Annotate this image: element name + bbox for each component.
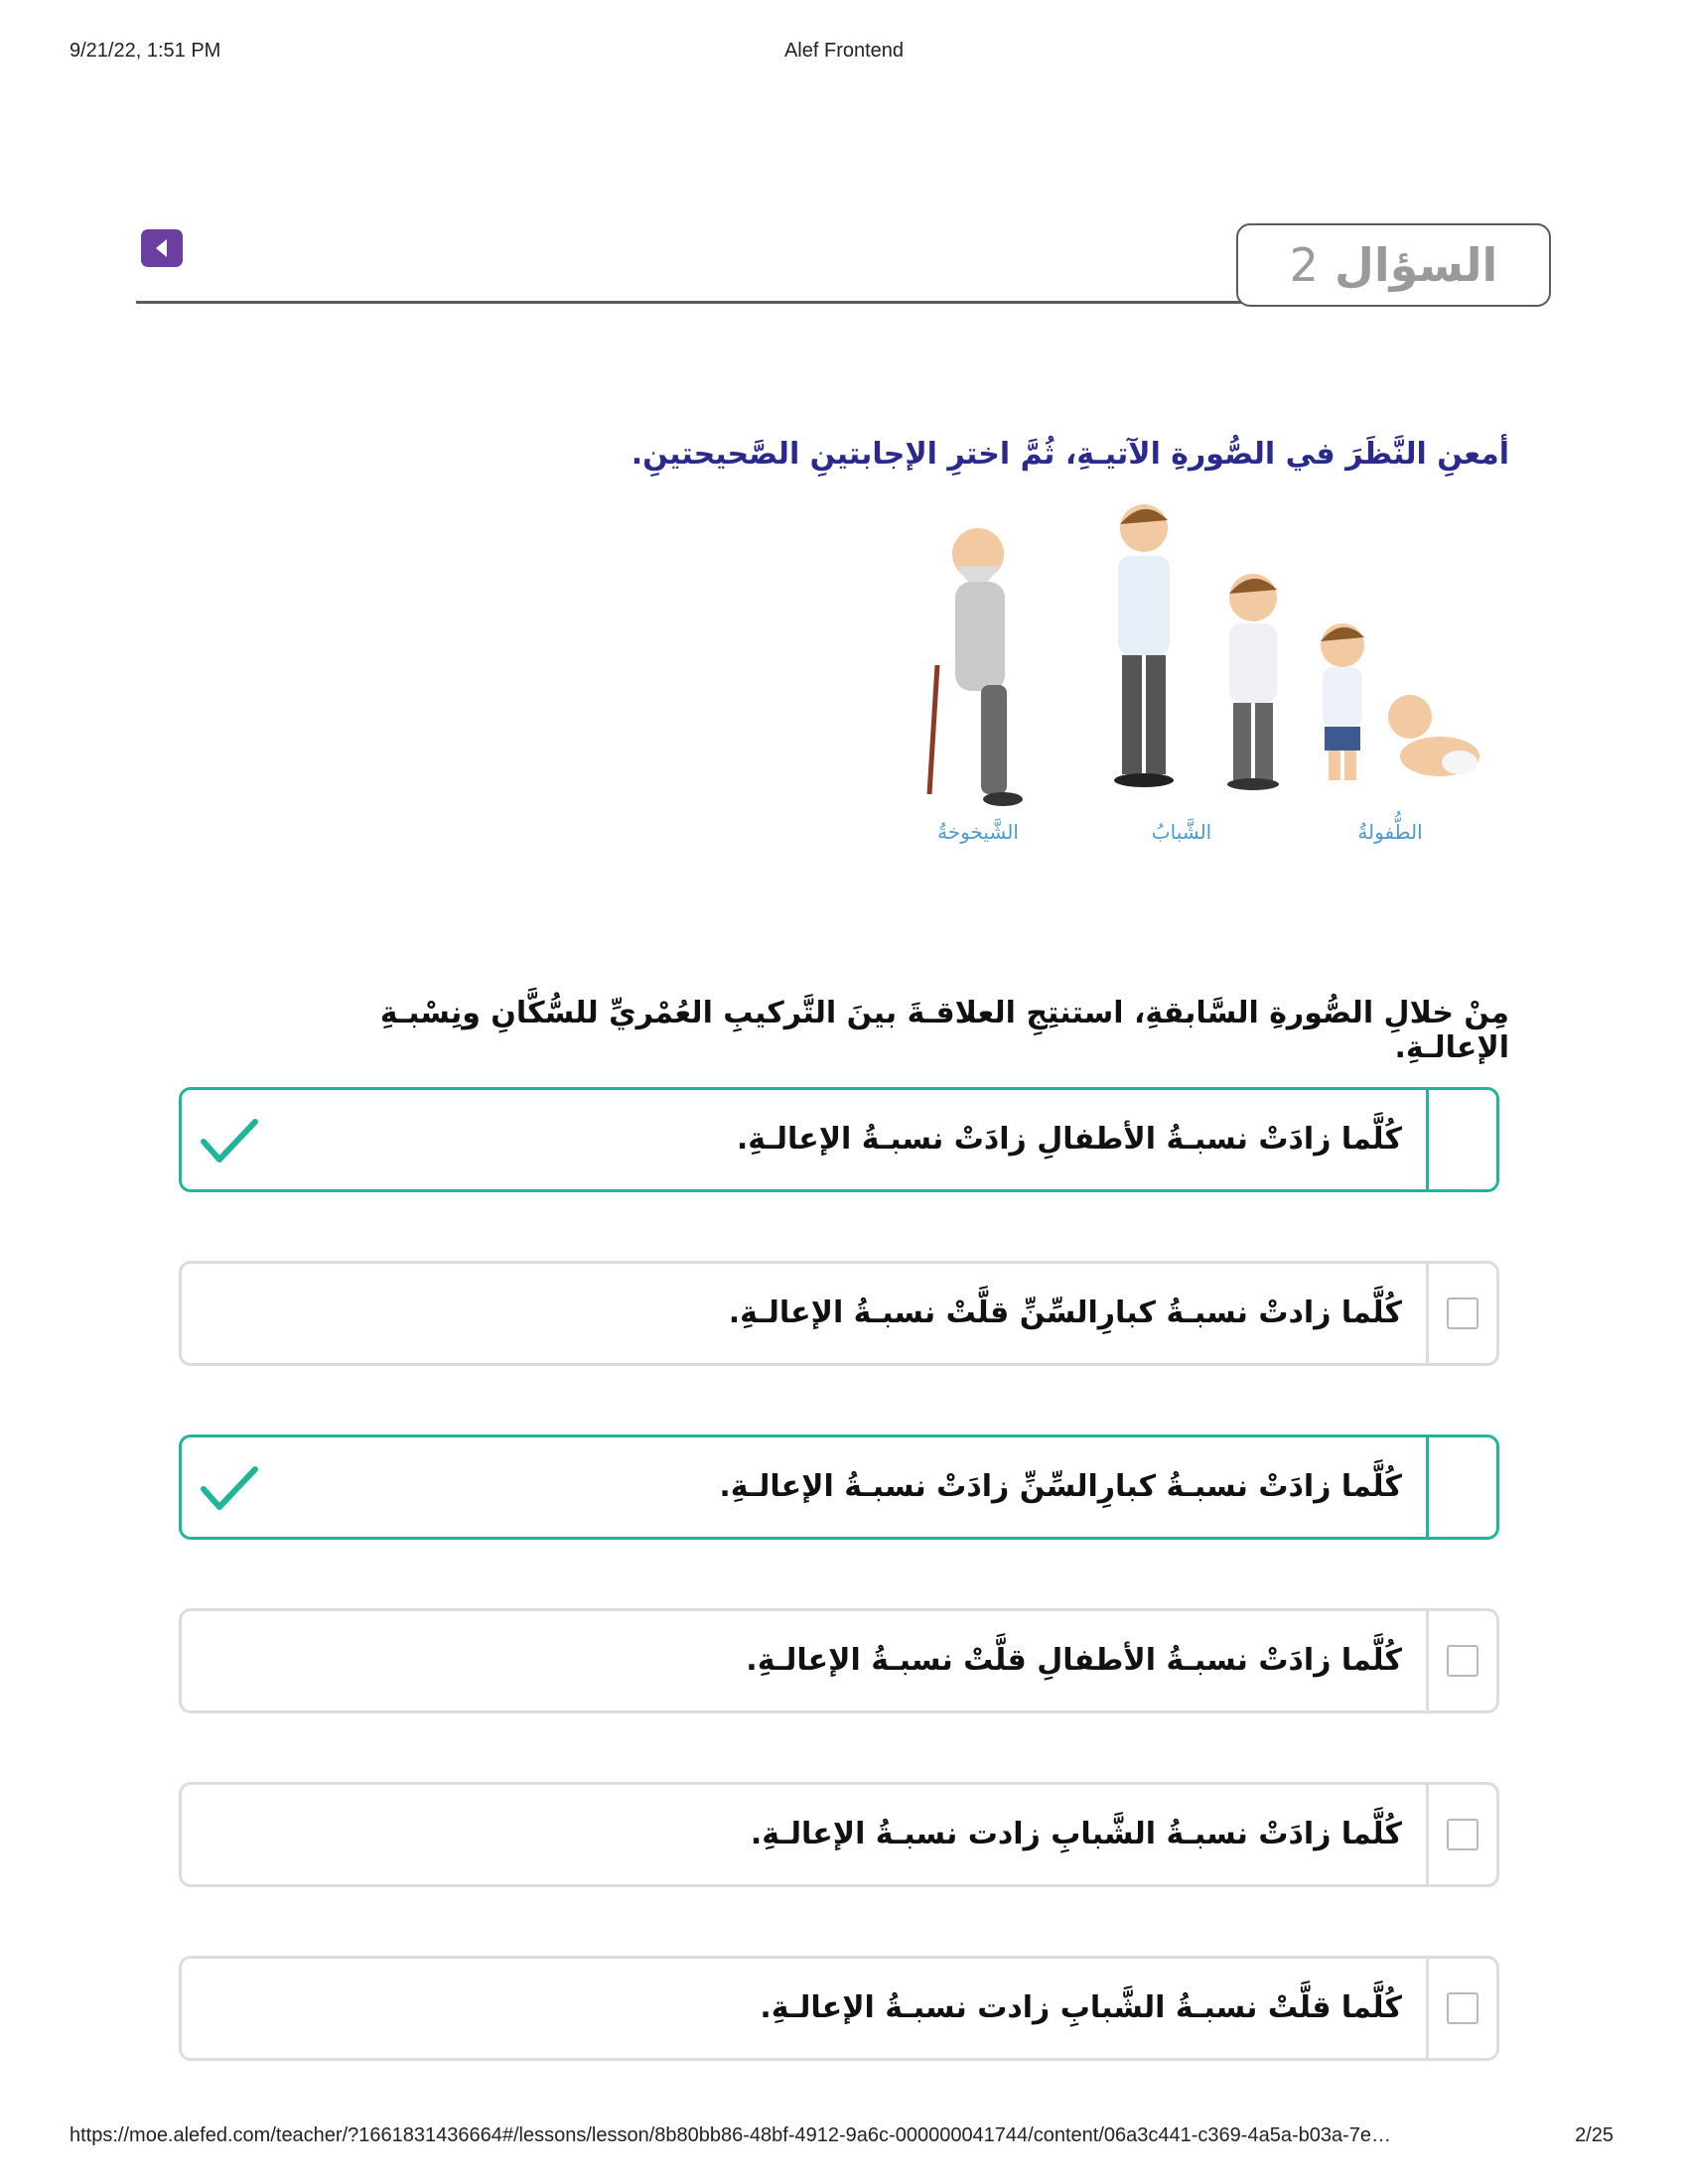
answer-option[interactable] [179, 1087, 1499, 1192]
print-footer [0, 2124, 1688, 2154]
option-checkbox[interactable] [1447, 1992, 1478, 2024]
adult-figure [1114, 504, 1174, 787]
elder-figure [929, 528, 1023, 806]
option-divider [1426, 1611, 1429, 1710]
answer-option[interactable] [179, 1956, 1499, 2061]
question-label: السؤال [1334, 238, 1498, 292]
option-text: كُلَّما زادَتْ نسبـةُ الأطفالِ زادَتْ نسبـةُ الإعالـةِ. [736, 1122, 1402, 1157]
option-divider [1426, 1090, 1429, 1189]
answer-option[interactable] [179, 1434, 1499, 1540]
print-title: Alef Frontend [783, 40, 905, 62]
option-divider [1426, 1959, 1429, 2058]
print-header [0, 40, 1688, 69]
question-tab [1236, 223, 1551, 307]
question-number: 2 [1289, 238, 1319, 292]
caret-left-icon [152, 237, 172, 259]
question-prompt: مِنْ خلالِ الصُّورةِ السَّابقةِ، استنتِجِ العلاقـةَ بينَ التَّركيبِ العُمْريِّ للسُّكَّانِ ونِسْبـةِ الإعالـةِ. [379, 996, 1509, 1065]
option-checkbox[interactable] [1447, 1819, 1478, 1850]
age-stages-image [923, 496, 1499, 854]
label-old-age: الشَّيخوخةُ [937, 820, 1019, 844]
answer-option[interactable] [179, 1782, 1499, 1887]
option-text: كُلَّما قلَّتْ نسبـةُ الشَّبابِ زادت نسبـةُ الإعالـةِ. [760, 1990, 1402, 2025]
label-childhood: الطُّفولةُ [1357, 820, 1423, 844]
option-text: كُلَّما زادَتْ نسبـةُ كبارِالسِّنِّ زادَتْ نسبـةُ الإعالـةِ. [719, 1469, 1402, 1504]
child-figure [1321, 623, 1364, 780]
print-page-number: 2/25 [1575, 2124, 1614, 2146]
option-checkbox[interactable] [1447, 1297, 1478, 1329]
checkmark-icon [200, 1463, 259, 1513]
answer-option[interactable] [179, 1261, 1499, 1366]
option-divider [1426, 1437, 1429, 1537]
print-url: https://moe.alefed.com/teacher/?1661831436664#/lessons/lesson/8b80bb86-48bf-4912-9a6c-000000041744/content/06a3c441-c369-4a5a-b03a-7e… [70, 2124, 1391, 2146]
question-instruction: أمعنِ النَّظَرَ في الصُّورةِ الآتيـةِ، ثُمَّ اخترِ الإجابتينِ الصَّحيحتينِ. [631, 437, 1509, 472]
age-stages-illustration [923, 496, 1499, 854]
option-divider [1426, 1264, 1429, 1363]
previous-button[interactable] [141, 229, 183, 267]
print-date: 9/21/22, 1:51 PM [70, 40, 221, 62]
option-checkbox[interactable] [1447, 1645, 1478, 1677]
label-youth: الشَّبابُ [1151, 820, 1212, 844]
checkmark-icon [200, 1116, 259, 1165]
answer-option[interactable] [179, 1608, 1499, 1713]
question-header-line [136, 301, 1243, 304]
baby-figure [1388, 695, 1479, 776]
option-divider [1426, 1785, 1429, 1884]
option-text: كُلَّما زادتْ نسبـةُ كبارِالسِّنِّ قلَّتْ نسبـةُ الإعالـةِ. [728, 1296, 1402, 1330]
option-text: كُلَّما زادَتْ نسبـةُ الشَّبابِ زادت نسبـةُ الإعالـةِ. [750, 1817, 1402, 1851]
option-text: كُلَّما زادَتْ نسبـةُ الأطفالِ قلَّتْ نسبـةُ الإعالـةِ. [746, 1643, 1402, 1678]
teen-figure [1227, 574, 1279, 790]
